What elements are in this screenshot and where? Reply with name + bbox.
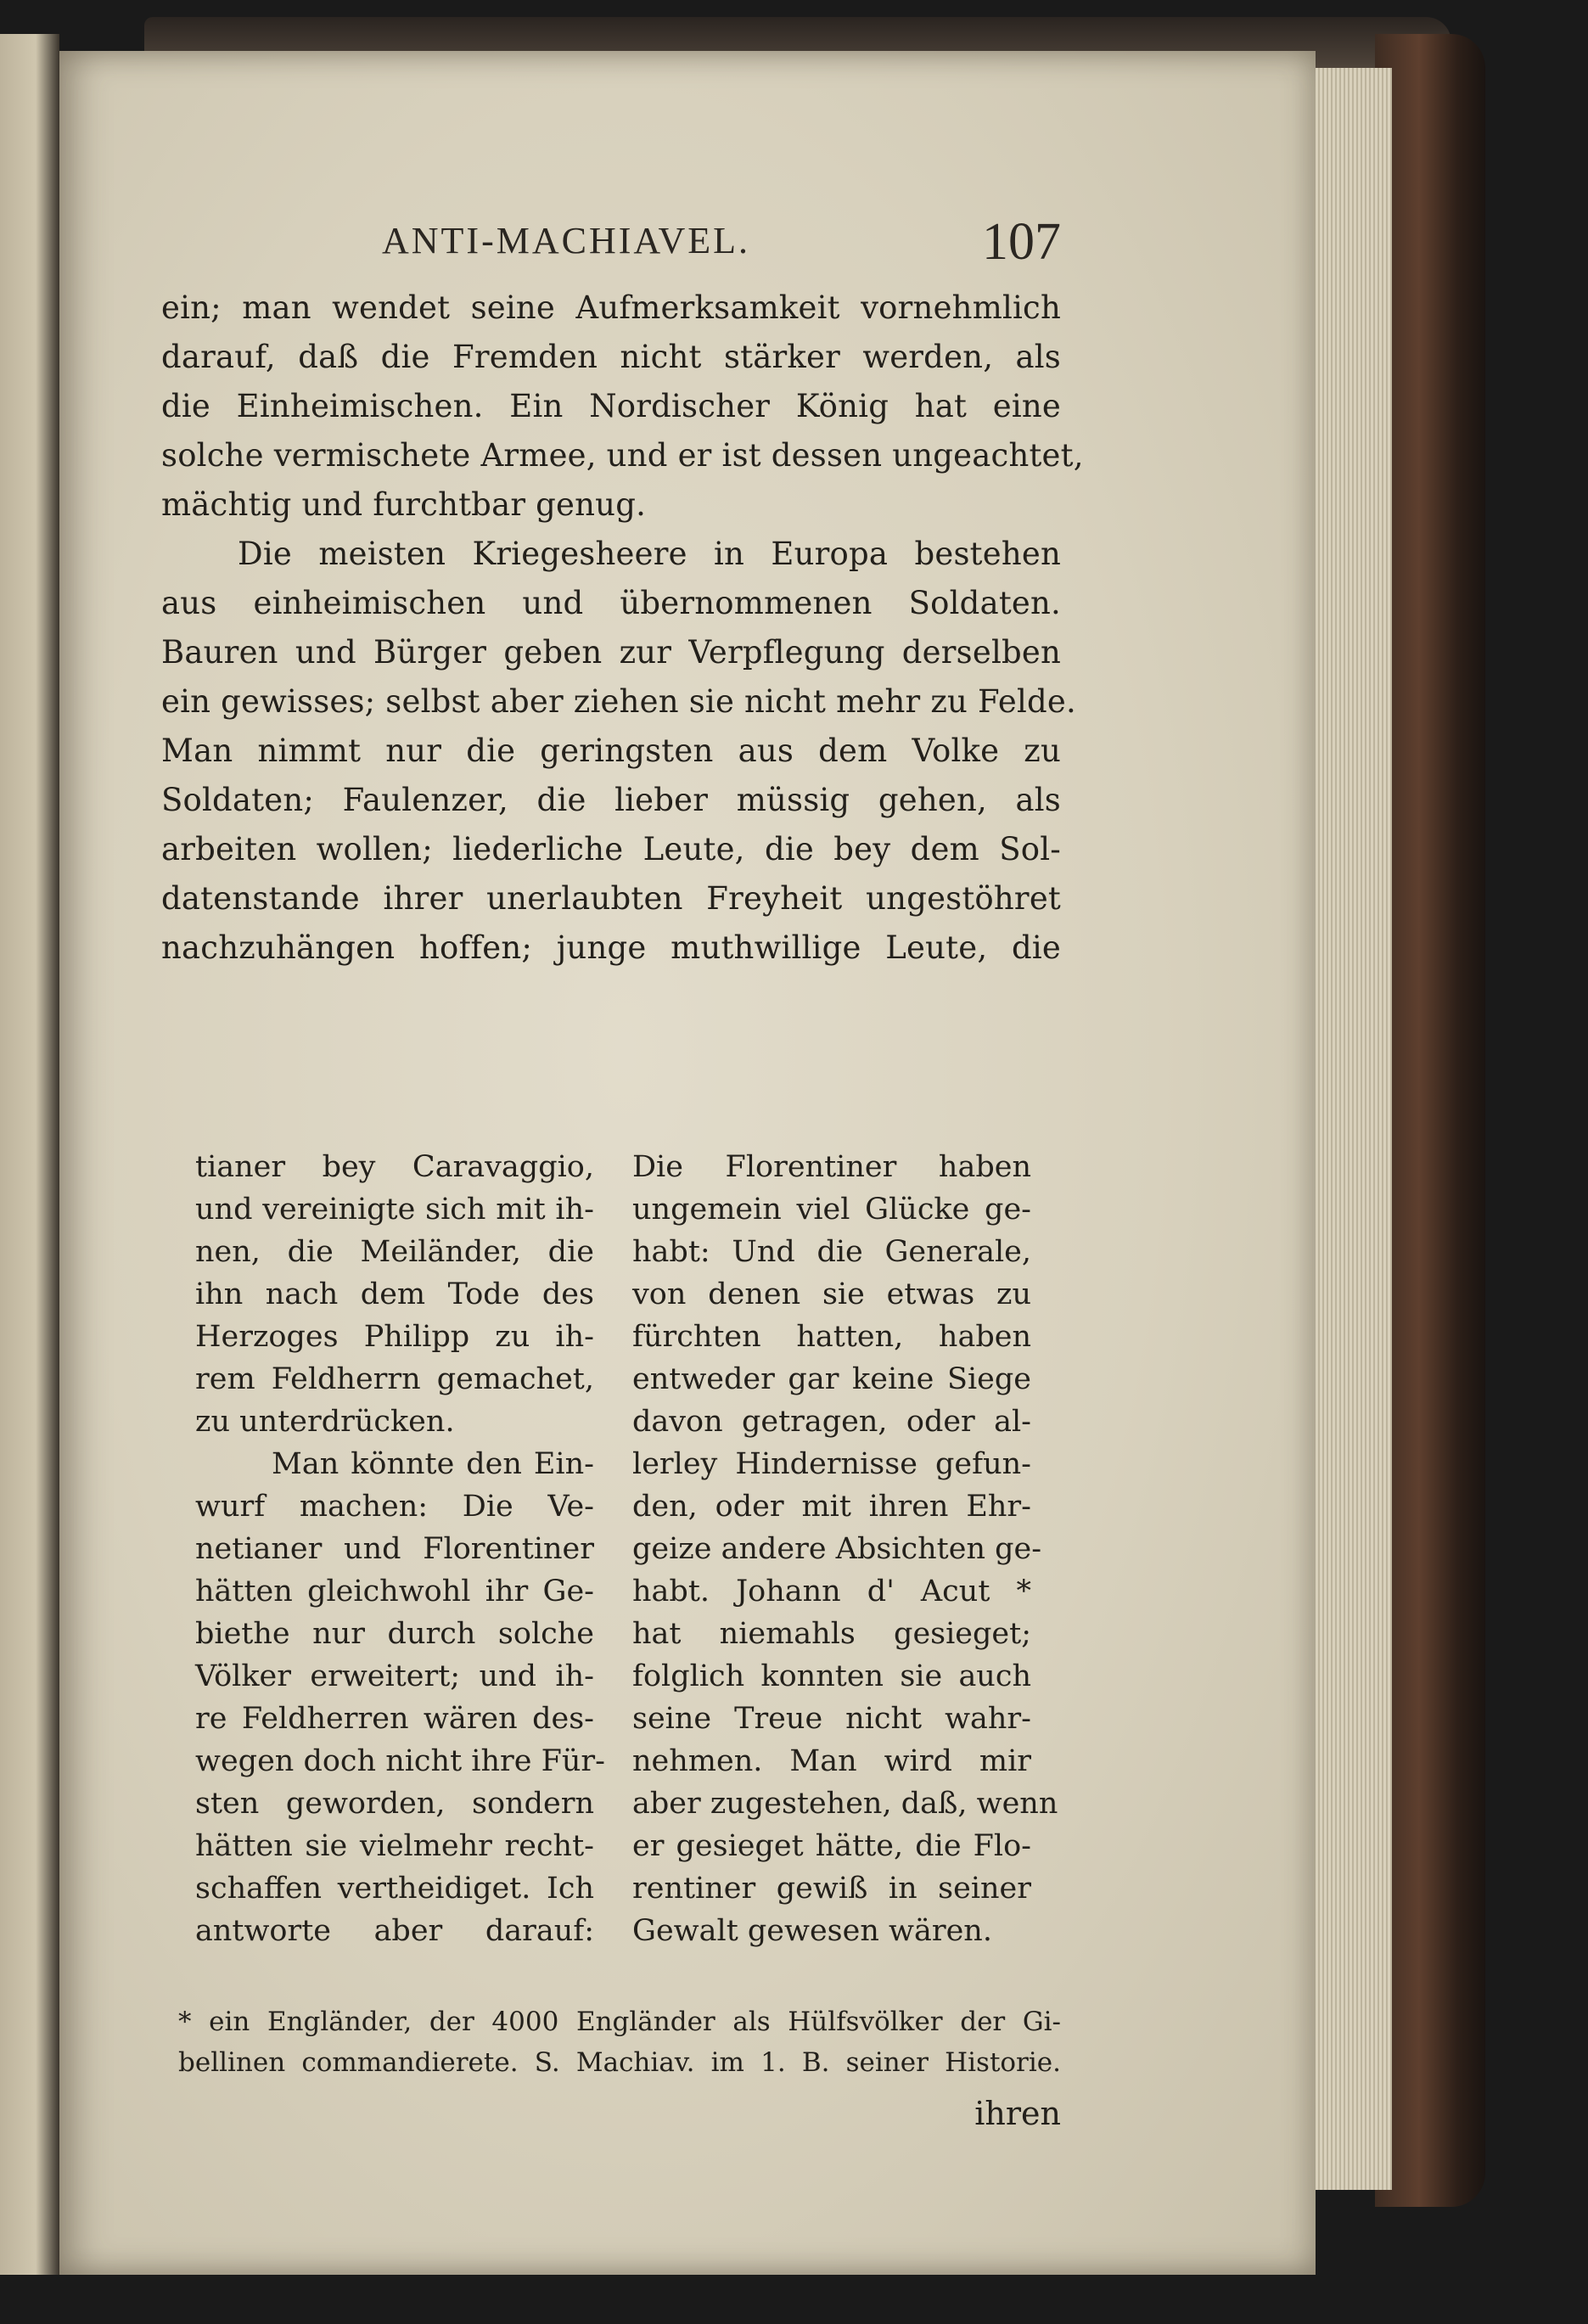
column-line: hat niemahls gesieget; [632,1617,1031,1651]
text-line: arbeiten wollen; liederliche Leute, die bey dem Sol- [161,831,1061,867]
page-number: 107 [982,213,1061,271]
column-line: nehmen. Man wird mir [632,1744,1031,1778]
column-line: netianer und Florentiner [195,1532,594,1566]
column-line: sten geworden, sondern [195,1787,594,1821]
column-line: er gesieget hätte, die Flo- [632,1829,1031,1863]
footnote-line: bellinen commandierete. S. Machiav. im 1. B. seiner Historie. [178,2047,1061,2078]
column-line: Man könnte den Ein- [272,1447,594,1481]
column-line: schaffen vertheidiget. Ich [195,1872,594,1906]
column-line: von denen sie etwas zu [632,1277,1031,1311]
text-line: nachzuhängen hoffen; junge muthwillige Leute, die [161,929,1061,966]
column-line: seine Treue nicht wahr- [632,1702,1031,1736]
text-line: Man nimmt nur die geringsten aus dem Volke zu [161,733,1061,769]
text-line: mächtig und furchtbar genug. [161,486,647,523]
facing-page-edge [0,34,59,2275]
footnote-line: * ein Engländer, der 4000 Engländer als Hülfsvölker der Gi- [178,2007,1061,2037]
text-line: datenstande ihrer unerlaubten Freyheit ungestöhret [161,880,1061,917]
text-line: Soldaten; Faulenzer, die lieber müssig gehen, als [161,782,1061,818]
catchword: ihren [974,2095,1061,2132]
column-line: und vereinigte sich mit ih- [195,1193,594,1227]
text-line: darauf, daß die Fremden nicht stärker werden, als [161,339,1061,375]
column-line: zu unterdrücken. [195,1405,455,1439]
running-title: ANTI-MACHIAVEL. [382,220,751,261]
column-line: geize andere Absichten ge- [632,1532,1042,1566]
text-line: solche vermischete Armee, und er ist dessen ungeachtet, [161,437,1084,474]
column-line: biethe nur durch solche [195,1617,594,1651]
column-line: davon getragen, oder al- [632,1405,1031,1439]
column-line: Völker erweitert; und ih- [195,1659,594,1693]
column-line: fürchten hatten, haben [632,1320,1031,1354]
column-line: hätten sie vielmehr recht- [195,1829,594,1863]
column-line: folglich konnten sie auch [632,1659,1031,1693]
text-line: die Einheimischen. Ein Nordischer König hat eine [161,388,1061,424]
column-line: habt. Johann d' Acut * [632,1575,1031,1608]
column-line: habt: Und die Generale, [632,1235,1031,1269]
column-line: entweder gar keine Siege [632,1362,1031,1396]
column-line: Gewalt gewesen wären. [632,1914,992,1948]
text-line: Die meisten Kriegesheere in Europa bestehen [238,536,1061,572]
column-line: wurf machen: Die Ve- [195,1490,594,1524]
column-line: Die Florentiner haben [632,1150,1031,1184]
column-line: lerley Hindernisse gefun- [632,1447,1031,1481]
column-line: ihn nach dem Tode des [195,1277,594,1311]
column-line: nen, die Meiländer, die [195,1235,594,1269]
column-line: rem Feldherrn gemachet, [195,1362,594,1396]
column-line: tianer bey Caravaggio, [195,1150,594,1184]
column-line: antworte aber darauf: [195,1914,594,1948]
text-line: ein; man wendet seine Aufmerksamkeit vornehmlich [161,289,1061,326]
column-line: Herzoges Philipp zu ih- [195,1320,594,1354]
text-line: aus einheimischen und übernommenen Soldaten. [161,585,1061,621]
column-line: ungemein viel Glücke ge- [632,1193,1031,1227]
column-line: aber zugestehen, daß, wenn [632,1787,1058,1821]
column-line: re Feldherren wären des- [195,1702,594,1736]
column-line: den, oder mit ihren Ehr- [632,1490,1031,1524]
text-line: Bauren und Bürger geben zur Verpflegung derselben [161,634,1061,671]
running-head [382,212,1061,272]
column-line: rentiner gewiß in seiner [632,1872,1031,1906]
column-line: hätten gleichwohl ihr Ge- [195,1575,594,1608]
text-line: ein gewisses; selbst aber ziehen sie nicht mehr zu Felde. [161,683,1076,720]
column-line: wegen doch nicht ihre Für- [195,1744,605,1778]
